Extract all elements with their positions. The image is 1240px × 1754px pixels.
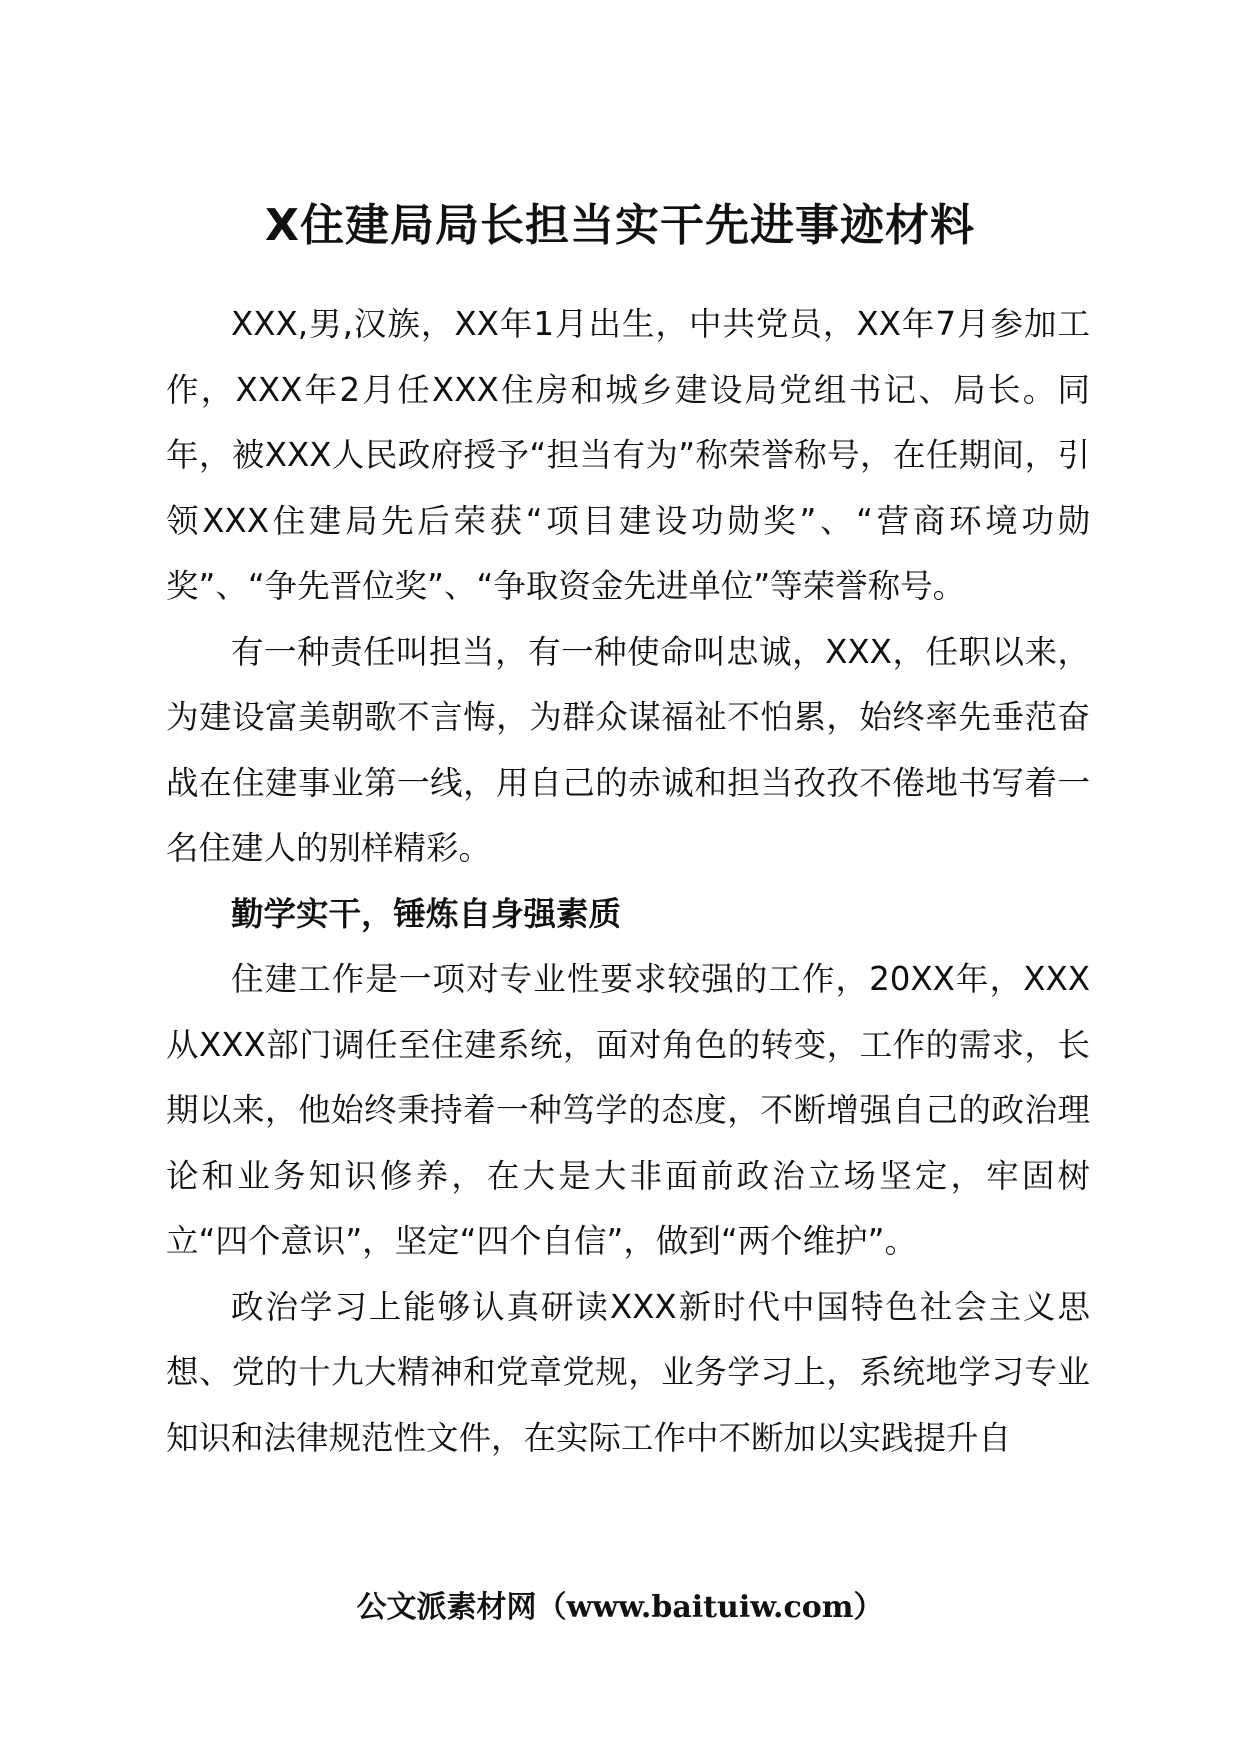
paragraph-study: 住建工作是一项对专业性要求较强的工作，20XX年，XXX从XXX部门调任至住建系统，面对角色的转变，工作的需求，长期以来，他始终秉持着一种笃学的态度，不断增强自己的政治理论和业务知识修养，在大是大非面前政治立场坚定，牢固树立“四个意识”，坚定“四个自信”，做到“两个维护”。 bbox=[166, 960, 1090, 1260]
paragraph-political-study: 政治学习上能够认真研读XXX新时代中国特色社会主义思想、党的十九大精神和党章党规，业务学习上，系统地学习专业知识和法律规范性文件，在实际工作中不断加以实践提升自 bbox=[166, 1287, 1090, 1457]
paragraph-summary: 有一种责任叫担当，有一种使命叫忠诚，XXX，任职以来，为建设富美朝歌不言悔，为群众谋福祉不怕累，始终率先垂范奋战在住建事业第一线，用自己的赤诚和担当孜孜不倦地书写着一名住建人的别样精彩。 bbox=[166, 632, 1090, 867]
section-heading: 勤学实干，锤炼自身强素质 bbox=[231, 894, 622, 933]
paragraph-intro: XXX,男,汉族，XX年1月出生，中共党员，XX年7月参加工作，XXX年2月任XXX住房和城乡建设局党组书记、局长。同年，被XXX人民政府授予“担当有为”称荣誉称号，在任期间，引领XXX住建局先后荣获“项目建设功勋奖”、“营商环境功勋奖”、“争先晋位奖”、“争取资金先进单位”等荣誉称号。 bbox=[166, 305, 1090, 605]
document-body bbox=[166, 292, 1090, 1471]
footer-source: 公文派素材网（www.baituiw.com） bbox=[356, 1590, 884, 1625]
document-title: X住建局局长担当实干先进事迹材料 bbox=[265, 200, 975, 251]
